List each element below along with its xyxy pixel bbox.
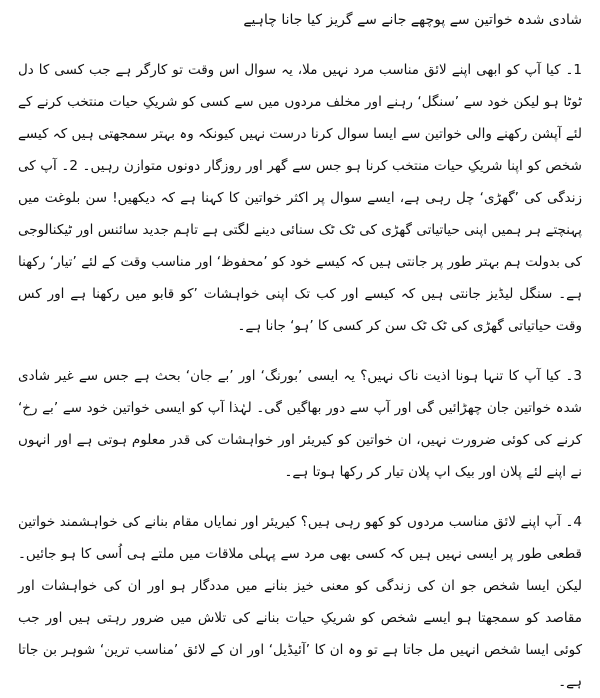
- paragraph-1: 1۔ کیا آپ کو ابھی اپنے لائق مناسب مرد نہیں ملا، یہ سوال اس وقت تو کارگر ہے جب کسی کا دل ٹوٹا ہو لیکن خود سے ’سنگل‘ رہنے اور مخلف مردوں میں سے کسی کو شریکِ حیات منتخب کرنے کے لئے آپشن رکھنے والی خواتین سے ایسا سوال کرنا درست نہیں کیونکہ وہ بہتر سمجھتی ہیں کہ کیسے شخص کو اپنا شریکِ حیات منتخب کرنا ہو جس سے گھر اور روزگار دونوں متوازن رہیں۔ 2۔ آپ کی زندگی کی ’گھڑی‘ چل رہی ہے، ایسے سوال پر اکثر خواتین کا کہنا ہے کہ دیکھیں! سن بلوغت میں پہنچتے ہر ہمیں اپنی حیاتیاتی گھڑی کی ٹک ٹک سنائی دینے لگتی ہے تاہم جدید سائنس اور ٹیکنالوجی کی بدولت ہم بہتر طور پر جانتی ہیں کہ کیسے خود کو ’محفوظ‘ اور مناسب وقت کے لئے ’تیار‘ رکھنا ہے۔ سنگل لیڈیز جانتی ہیں کہ کیسے اور کب تک اپنی خواہشات ’کو قابو میں رکھنا ہے اور کس وقت حیاتیاتی گھڑی کی ٹک ٹک سن کر کسی کا ’ہو‘ جانا ہے۔: [18, 62, 582, 334]
- article: [18, 8, 582, 690]
- paragraph-2: 3۔ کیا آپ کا تنہا ہونا اذیت ناک نہیں؟ یہ ایسی ’بورنگ‘ اور ’بے جان‘ بحث ہے جس سے غیر شادی شدہ خواتین جان چھڑائیں گی اور آپ سے دور بھاگیں گی۔ لہٰذا آپ کو ایسی خواتین خود سے ’بے رخ‘ کرنے کی کوئی ضرورت نہیں، ان خواتین کو کیریئر اور خواہشات کی قدر معلوم ہوتی ہے اور انہوں نے اپنے لئے پلان اور بیک اپ پلان تیار کر رکھا ہوتا ہے۔: [18, 368, 582, 480]
- article-title: شادی شدہ خواتین سے پوچھے جانے سے گریز کیا جانا چاہیے: [243, 12, 582, 28]
- paragraph-3: 4۔ آپ اپنے لائق مناسب مردوں کو کھو رہی ہیں؟ کیریئر اور نمایاں مقام بنانے کی خواہشمند خواتین قطعی طور پر ایسی نہیں ہیں کہ کسی بھی مرد سے پہلی ملاقات میں ملتے ہی اُسی کا ہو جائیں۔ لیکن ایسا شخص جو ان کی زندگی کو معنی خیز بنانے میں مددگار ہو اور ان کی خواہشات اور مقاصد کو سمجھتا ہو ایسے شخص کو شریکِ حیات بنانے کی تلاش میں ضرور رہتی ہیں اور جب کوئی ایسا شخص انہیں مل جاتا ہے تو وہ ان کا ’آئیڈیل‘ اور ان کے لائق ’مناسب ترین‘ شوہر بن جاتا ہے۔: [18, 514, 582, 690]
